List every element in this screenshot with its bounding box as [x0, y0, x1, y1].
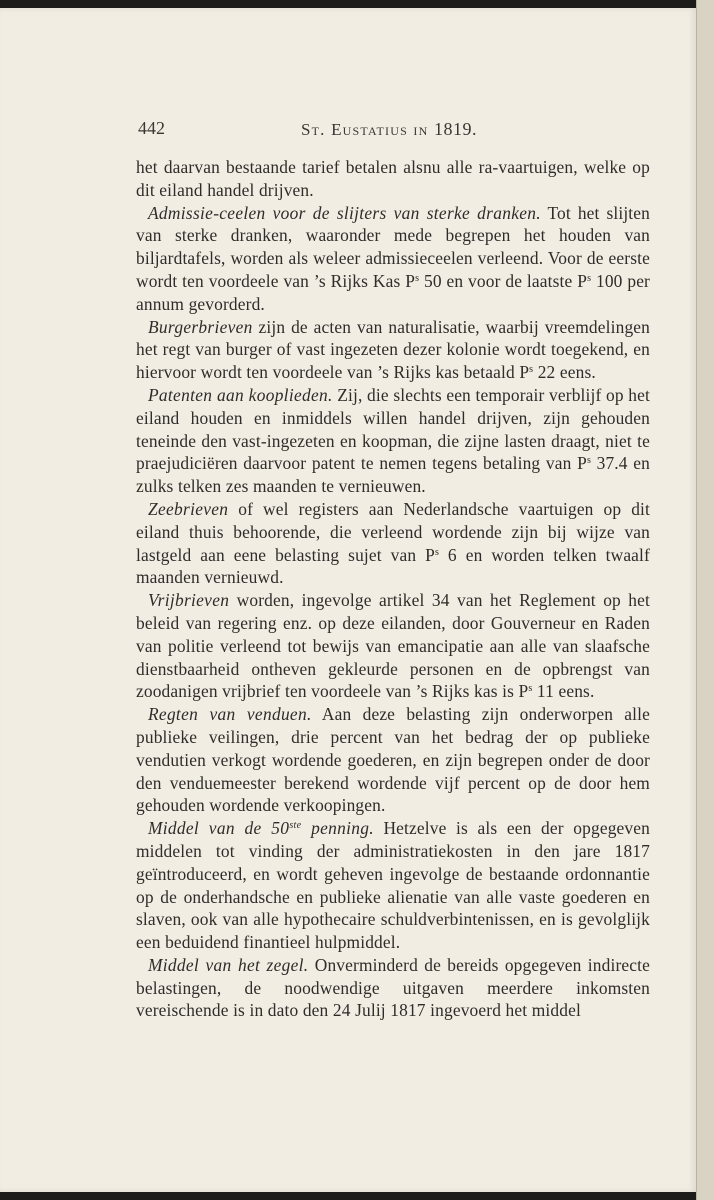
paragraph-body: Tot het slijten van sterke dranken, waaronder mede begrepen het houden van biljardtafels, worden als weleer admissieceelen verleend. Voor de eerste wordt ten voordeele van ’s Rijks Kas P — [136, 202, 650, 291]
running-title-text: St. Eustatius in — [301, 120, 429, 139]
paragraph-heading: Regten van venduen. — [148, 704, 312, 725]
paragraph — [136, 954, 650, 1022]
paragraph-body: Zij, die slechts een temporair verblijf op het eiland houden en inmiddels willen handel drijven, zijn gehouden teneinde den vast-ingezeten en koopman, die zijne lasten draagt, niet te praejudiciëren daarvoor patent te nemen tegens betaling van P — [136, 384, 651, 474]
page-number: 442 — [138, 118, 165, 138]
paragraph-body: worden, ingevolge artikel 34 van het Reglement op het beleid van regering enz. op deze eilanden, door Gouverneur en Raden van politie verleend tot bewijs van emancipatie aan alle van slaafsche dienstbaarheid ontheven gekleurde personen en de opbrengst van zoodanigen vrijbrief ten voordeele van ’s Rijks kas is P — [136, 590, 651, 702]
currency-sup: s — [586, 455, 591, 467]
page-header — [138, 118, 652, 142]
paragraph — [136, 817, 650, 954]
page-edge — [696, 0, 714, 1200]
paragraph-heading-part: penning. — [301, 818, 374, 839]
paragraph — [136, 316, 650, 384]
currency-sup: s — [587, 272, 592, 284]
paragraph-body: of wel registers aan Nederlandsche vaartuigen op dit eiland thuis behoorende, die verleend wordende zijn bij wijze van lastgeld aan eene belasting sujet van P — [136, 498, 650, 565]
paragraph-body: Aan deze belasting zijn onderworpen alle publieke veilingen, drie percent van het bedrag der op publieke vendutien verkogt wordende goederen, en zijn begrepen onder de door den venduemeester berekend wordende vijf percent op de door hem gehouden wordende verkoopingen. — [136, 704, 651, 816]
paragraph — [136, 156, 650, 202]
paragraph — [136, 589, 650, 703]
paragraph-body: 100 per annum gevorderd. — [136, 270, 651, 314]
paragraph-body: Hetzelve is als een der opgegeven middelen tot vinding der administratiekosten in den jare 1817 geïntroduceerd, en wordt geheven ingevolge de bestaande ordonnantie op de onderhandsche en publieke alienatie van alle vaste goederen en slaven, ook van alle hypothecaire schuldverbintenissen, en is gevolglijk een beduidend finantieel hulpmiddel. — [136, 818, 650, 953]
currency-sup: s — [528, 683, 533, 695]
paragraph — [136, 703, 650, 817]
body-text — [136, 156, 650, 1022]
paragraph-body: het daarvan bestaande tarief betalen alsnu alle ra-vaartuigen, welke op dit eiland handel drijven. — [136, 157, 650, 200]
currency-sup: s — [415, 272, 420, 284]
paragraph-heading: Vrijbrieven — [148, 590, 230, 611]
paragraph — [136, 202, 650, 316]
paragraph-heading — [148, 818, 374, 838]
ordinal-sup: ste — [289, 820, 302, 832]
paragraph-body: zijn de acten van naturalisatie, waarbij vreemdelingen het regt van burger of vast ingezeten dezer kolonie wordt toegekend, en hiervoor wordt ten voordeele van ’s Rijks kas betaald P — [136, 316, 651, 383]
paragraph-body: 11 eens. — [532, 681, 595, 702]
paragraph — [136, 384, 650, 498]
paragraph-body: 6 en worden telken twaalf maanden vernieuwd. — [136, 544, 650, 588]
running-title-year: 1819. — [433, 119, 477, 139]
paragraph-heading: Middel van het zegel. — [148, 954, 309, 975]
paragraph-body: 22 eens. — [533, 362, 596, 383]
paragraph-body: 50 en voor de laatste P — [419, 270, 588, 291]
currency-sup: s — [529, 364, 534, 376]
currency-sup: s — [434, 546, 440, 558]
running-title — [301, 119, 477, 140]
paragraph-heading: Burgerbrieven — [148, 316, 253, 337]
paragraph-heading: Zeebrieven — [148, 498, 229, 519]
paragraph — [136, 498, 650, 589]
paragraph-body: Onverminderd de bereids opgegeven indirecte belastingen, de noodwendige uitgaven meerdere inkomsten vereischende is in dato den 24 Julij 1817 ingevoerd het middel — [136, 954, 650, 1021]
paragraph-heading-part: Middel van de 50 — [148, 818, 290, 839]
paragraph-body: 37.4 en zulks telken zes maanden te vernieuwen. — [136, 453, 651, 497]
paragraph-heading: Patenten aan kooplieden. — [148, 384, 333, 405]
paragraph-heading: Admissie-ceelen voor de slijters van sterke dranken. — [148, 202, 541, 223]
